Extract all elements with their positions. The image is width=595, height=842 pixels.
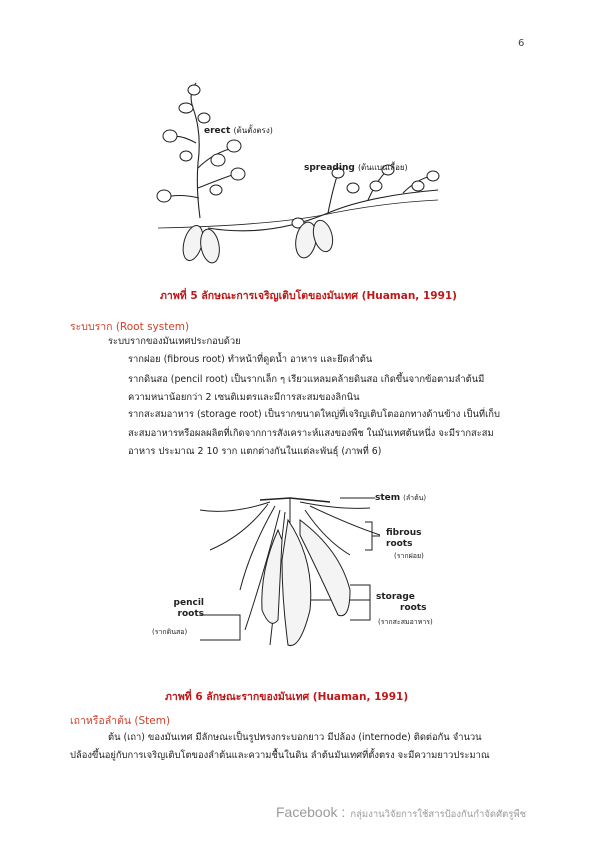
pencil-label-1: pencil	[173, 598, 204, 608]
stem-label-thai: (ลำต้น)	[403, 494, 427, 502]
pencil-label-thai: (รากดินสอ)	[152, 628, 188, 636]
root-intro: ระบบรากของมันเทศประกอบด้วย	[108, 336, 241, 347]
root-section-heading: ระบบราก (Root system)	[70, 321, 190, 333]
storage-label-1: storage	[376, 592, 415, 602]
fibrous-label-1: fibrous	[386, 528, 422, 538]
root-line: ความหนาน้อยกว่า 2 เซนติเมตรและมีการสะสมของลิกนิน	[128, 392, 360, 403]
growth-habit-drawing	[138, 78, 456, 270]
storage-label-thai: (รากสะสมอาหาร)	[378, 618, 433, 626]
root-line: รากสะสมอาหาร (storage root) เป็นรากขนาดใหญ่ที่เจริญเติบโตออกทางด้านข้าง เป็นที่เก็บ	[128, 409, 500, 420]
fibrous-label-2: roots	[386, 539, 413, 549]
storage-label-2: roots	[400, 603, 427, 613]
root-line: สะสมอาหารหรือผลผลิตที่เกิดจากการสังเคราะห์แสงของพืช ในมันเทศต้นหนึ่ง จะมีรากสะสม	[128, 428, 494, 439]
stem-label: stem	[375, 493, 401, 503]
spreading-label: spreading	[304, 163, 355, 173]
growth-habit-figure	[138, 78, 456, 270]
pencil-label-2: roots	[177, 609, 204, 619]
figure5-caption: ภาพที่ 5 ลักษณะการเจริญเติบโตของมันเทศ (Huaman, 1991)	[160, 290, 457, 302]
page-number: 6	[518, 38, 525, 49]
stem-section-heading: เถาหรือลำต้น (Stem)	[70, 715, 171, 727]
root-types-figure	[150, 480, 440, 656]
stem-line: ปล้องขึ้นอยู่กับการเจริญเติบโตของลำต้นและความชื้นในดิน ลำต้นมันเทศที่ตั้งตรง จะมีความยาวประมาณ	[70, 750, 490, 761]
root-line: อาหาร ประมาณ 2 10 ราก แตกต่างกันในแต่ละพันธุ์ (ภาพที่ 6)	[128, 446, 382, 457]
group-name: กลุ่มงานวิจัยการใช้สารป้องกันกำจัดศัตรูพืช	[350, 809, 527, 820]
erect-label-thai: (ต้นตั้งตรง)	[233, 126, 273, 135]
root-types-drawing	[150, 480, 440, 656]
stem-line: ต้น (เถา) ของมันเทศ มีลักษณะเป็นรูปทรงกระบอกยาว มีปล้อง (internode) ติดต่อกัน จำนวน	[108, 732, 482, 743]
facebook-label: Facebook :	[276, 804, 346, 820]
footer-watermark	[276, 802, 526, 822]
root-line: รากฝอย (fibrous root) ทำหน้าที่ดูดน้ำ อาหาร และยึดลำต้น	[128, 354, 373, 365]
erect-label: erect	[204, 126, 231, 136]
spreading-label-thai: (ต้นแบนเลื้อย)	[357, 163, 408, 172]
root-line: รากดินสอ (pencil root) เป็นรากเล็ก ๆ เรียวแหลมคล้ายดินสอ เกิดขึ้นจากข้อตามลำต้นมี	[128, 374, 485, 385]
figure6-caption: ภาพที่ 6 ลักษณะรากของมันเทศ (Huaman, 1991)	[165, 691, 409, 703]
fibrous-label-thai: (รากฝอย)	[394, 552, 424, 560]
